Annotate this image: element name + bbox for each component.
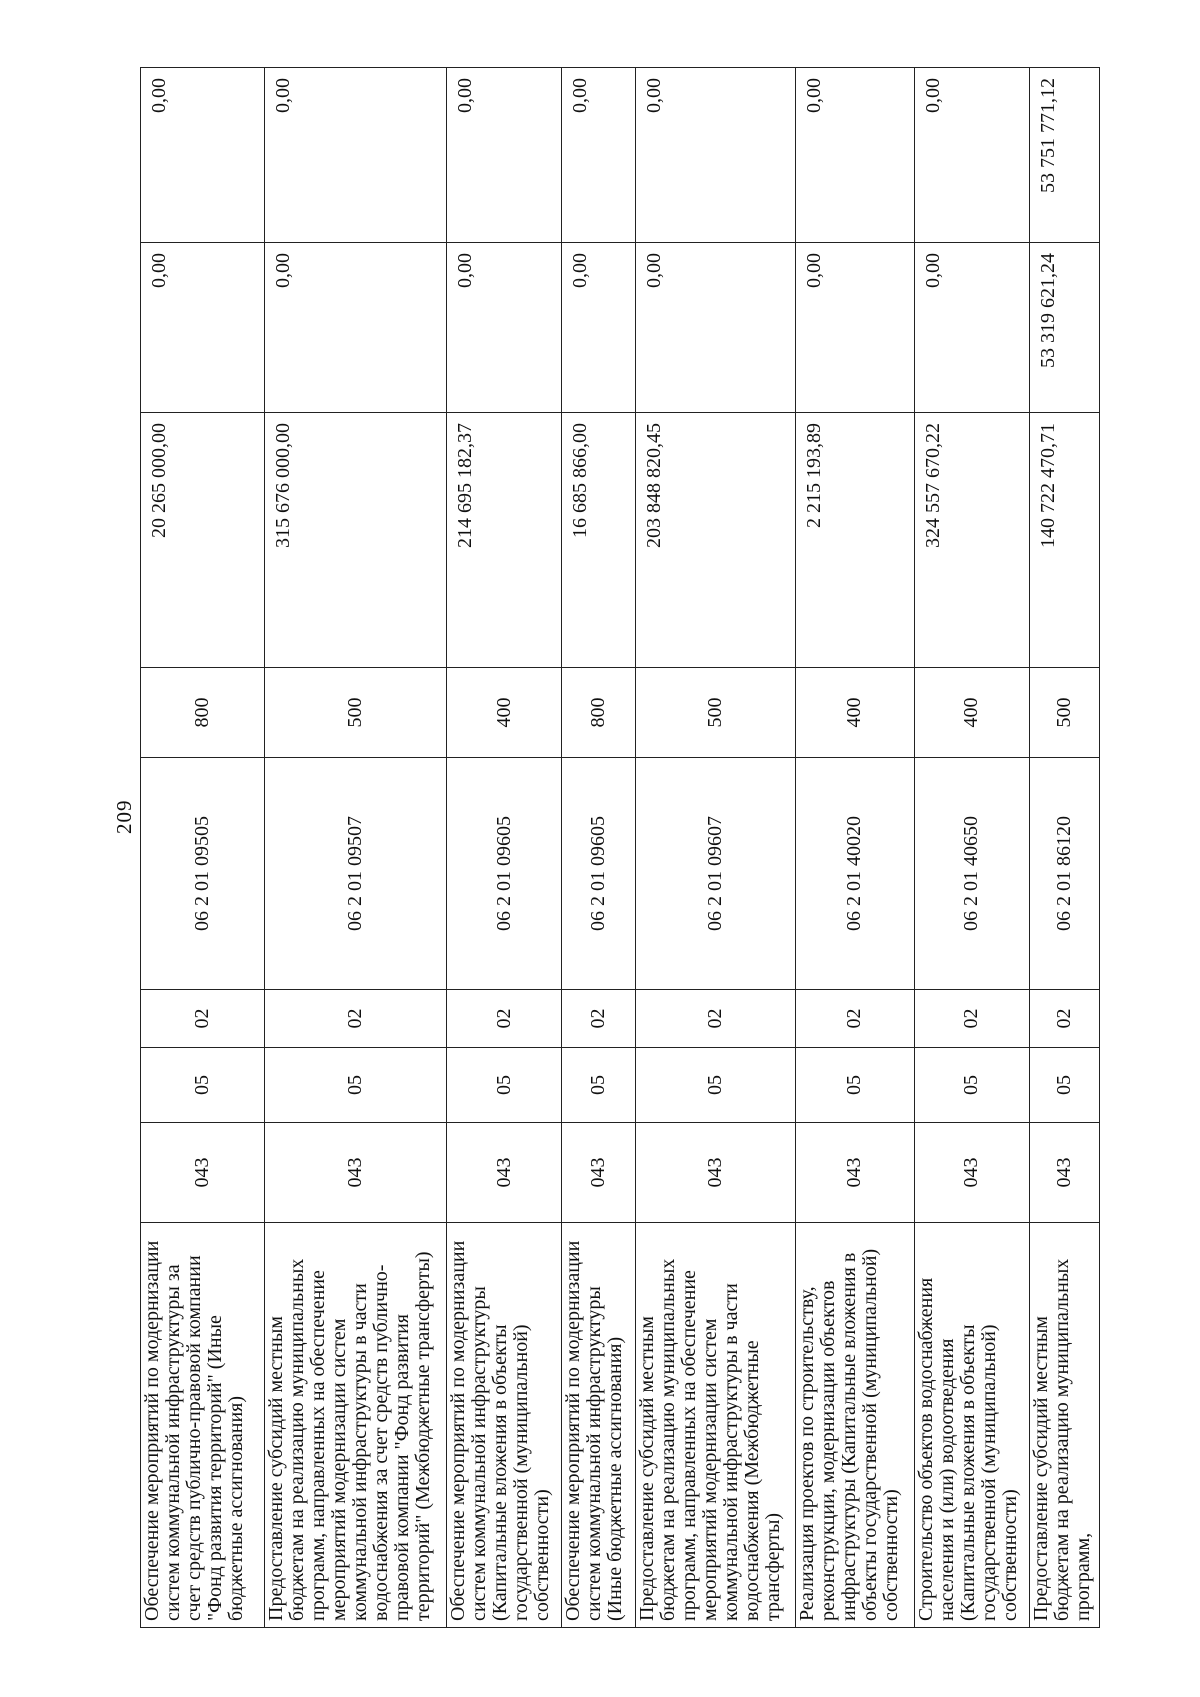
table-row bbox=[562, 68, 636, 1628]
subsection-code-cell: 02 bbox=[636, 990, 795, 1048]
amount-year2-cell: 0,00 bbox=[447, 243, 562, 413]
table-row bbox=[795, 68, 914, 1628]
target-article-cell: 06 2 01 09607 bbox=[636, 758, 795, 990]
table-row bbox=[1029, 68, 1099, 1628]
section-code-cell: 05 bbox=[795, 1048, 914, 1123]
subsection-code-cell: 02 bbox=[1029, 990, 1099, 1048]
table-body bbox=[141, 68, 1100, 1628]
amount-year1-cell: 203 848 820,45 bbox=[636, 413, 795, 668]
section-code-cell: 05 bbox=[636, 1048, 795, 1123]
amount-year3-cell: 0,00 bbox=[265, 68, 447, 243]
amount-year2-cell: 0,00 bbox=[141, 243, 265, 413]
amount-year1-cell: 16 685 866,00 bbox=[562, 413, 636, 668]
target-article-cell: 06 2 01 09605 bbox=[447, 758, 562, 990]
ministry-code-cell: 043 bbox=[562, 1123, 636, 1223]
ministry-code-cell: 043 bbox=[636, 1123, 795, 1223]
target-article-cell: 06 2 01 09605 bbox=[562, 758, 636, 990]
amount-year3-cell: 0,00 bbox=[914, 68, 1029, 243]
section-code-cell: 05 bbox=[562, 1048, 636, 1123]
amount-year2-cell: 0,00 bbox=[636, 243, 795, 413]
subsection-code-cell: 02 bbox=[914, 990, 1029, 1048]
amount-year3-cell: 0,00 bbox=[795, 68, 914, 243]
description-cell: Реализация проектов по строительству, реконструкции, модернизации объектов инфраструктуры (Капитальные вложения в объекты государственной (муниципальной) собственности) bbox=[795, 1223, 914, 1628]
amount-year3-cell: 0,00 bbox=[141, 68, 265, 243]
amount-year1-cell: 324 557 670,22 bbox=[914, 413, 1029, 668]
table-row bbox=[636, 68, 795, 1628]
section-code-cell: 05 bbox=[1029, 1048, 1099, 1123]
amount-year3-cell: 0,00 bbox=[447, 68, 562, 243]
expense-type-cell: 400 bbox=[914, 668, 1029, 758]
amount-year2-cell: 53 319 621,24 bbox=[1029, 243, 1099, 413]
amount-year1-cell: 140 722 470,71 bbox=[1029, 413, 1099, 668]
ministry-code-cell: 043 bbox=[447, 1123, 562, 1223]
target-article-cell: 06 2 01 40020 bbox=[795, 758, 914, 990]
subsection-code-cell: 02 bbox=[141, 990, 265, 1048]
expense-type-cell: 500 bbox=[265, 668, 447, 758]
amount-year2-cell: 0,00 bbox=[562, 243, 636, 413]
amount-year3-cell: 53 751 771,12 bbox=[1029, 68, 1099, 243]
amount-year3-cell: 0,00 bbox=[562, 68, 636, 243]
target-article-cell: 06 2 01 86120 bbox=[1029, 758, 1099, 990]
subsection-code-cell: 02 bbox=[447, 990, 562, 1048]
rotated-table-wrapper bbox=[140, 68, 1100, 1628]
amount-year3-cell: 0,00 bbox=[636, 68, 795, 243]
target-article-cell: 06 2 01 40650 bbox=[914, 758, 1029, 990]
expense-type-cell: 500 bbox=[1029, 668, 1099, 758]
table-row bbox=[141, 68, 265, 1628]
ministry-code-cell: 043 bbox=[1029, 1123, 1099, 1223]
page-number: 209 bbox=[112, 799, 136, 834]
amount-year1-cell: 214 695 182,37 bbox=[447, 413, 562, 668]
expense-type-cell: 800 bbox=[141, 668, 265, 758]
expense-type-cell: 800 bbox=[562, 668, 636, 758]
description-cell: Обеспечение мероприятий по модернизации систем коммунальной инфраструктуры (Капитальные вложения в объекты государственной (муниципальной) собственности) bbox=[447, 1223, 562, 1628]
description-cell: Предоставление субсидий местным бюджетам на реализацию муниципальных программ, bbox=[1029, 1223, 1099, 1628]
section-code-cell: 05 bbox=[141, 1048, 265, 1123]
section-code-cell: 05 bbox=[447, 1048, 562, 1123]
target-article-cell: 06 2 01 09505 bbox=[141, 758, 265, 990]
description-cell: Обеспечение мероприятий по модернизации систем коммунальной инфраструктуры за счет средств публично-правовой компании "Фонд развития территорий" (Иные бюджетные ассигнования) bbox=[141, 1223, 265, 1628]
subsection-code-cell: 02 bbox=[795, 990, 914, 1048]
amount-year1-cell: 2 215 193,89 bbox=[795, 413, 914, 668]
table-row bbox=[447, 68, 562, 1628]
subsection-code-cell: 02 bbox=[562, 990, 636, 1048]
expense-type-cell: 400 bbox=[795, 668, 914, 758]
budget-table bbox=[140, 67, 1100, 1628]
description-cell: Обеспечение мероприятий по модернизации систем коммунальной инфраструктуры (Иные бюджетные ассигнования) bbox=[562, 1223, 636, 1628]
target-article-cell: 06 2 01 09507 bbox=[265, 758, 447, 990]
ministry-code-cell: 043 bbox=[265, 1123, 447, 1223]
ministry-code-cell: 043 bbox=[795, 1123, 914, 1223]
expense-type-cell: 500 bbox=[636, 668, 795, 758]
description-cell: Предоставление субсидий местным бюджетам на реализацию муниципальных программ, направленных на обеспечение мероприятий модернизации систем коммунальной инфраструктуры в части водоснабжения за счет средств публично-правовой компании "Фонд развития территорий" (Межбюджетные трансферты) bbox=[265, 1223, 447, 1628]
subsection-code-cell: 02 bbox=[265, 990, 447, 1048]
table-row bbox=[914, 68, 1029, 1628]
ministry-code-cell: 043 bbox=[914, 1123, 1029, 1223]
table-row bbox=[265, 68, 447, 1628]
amount-year2-cell: 0,00 bbox=[265, 243, 447, 413]
amount-year2-cell: 0,00 bbox=[914, 243, 1029, 413]
amount-year2-cell: 0,00 bbox=[795, 243, 914, 413]
description-cell: Строительство объектов водоснабжения населения и (или) водоотведения (Капитальные вложения в объекты государственной (муниципальной) собственности) bbox=[914, 1223, 1029, 1628]
ministry-code-cell: 043 bbox=[141, 1123, 265, 1223]
amount-year1-cell: 20 265 000,00 bbox=[141, 413, 265, 668]
section-code-cell: 05 bbox=[914, 1048, 1029, 1123]
expense-type-cell: 400 bbox=[447, 668, 562, 758]
description-cell: Предоставление субсидий местным бюджетам на реализацию муниципальных программ, направленных на обеспечение мероприятий модернизации систем коммунальной инфраструктуры в части водоснабжения (Межбюджетные трансферты) bbox=[636, 1223, 795, 1628]
section-code-cell: 05 bbox=[265, 1048, 447, 1123]
amount-year1-cell: 315 676 000,00 bbox=[265, 413, 447, 668]
